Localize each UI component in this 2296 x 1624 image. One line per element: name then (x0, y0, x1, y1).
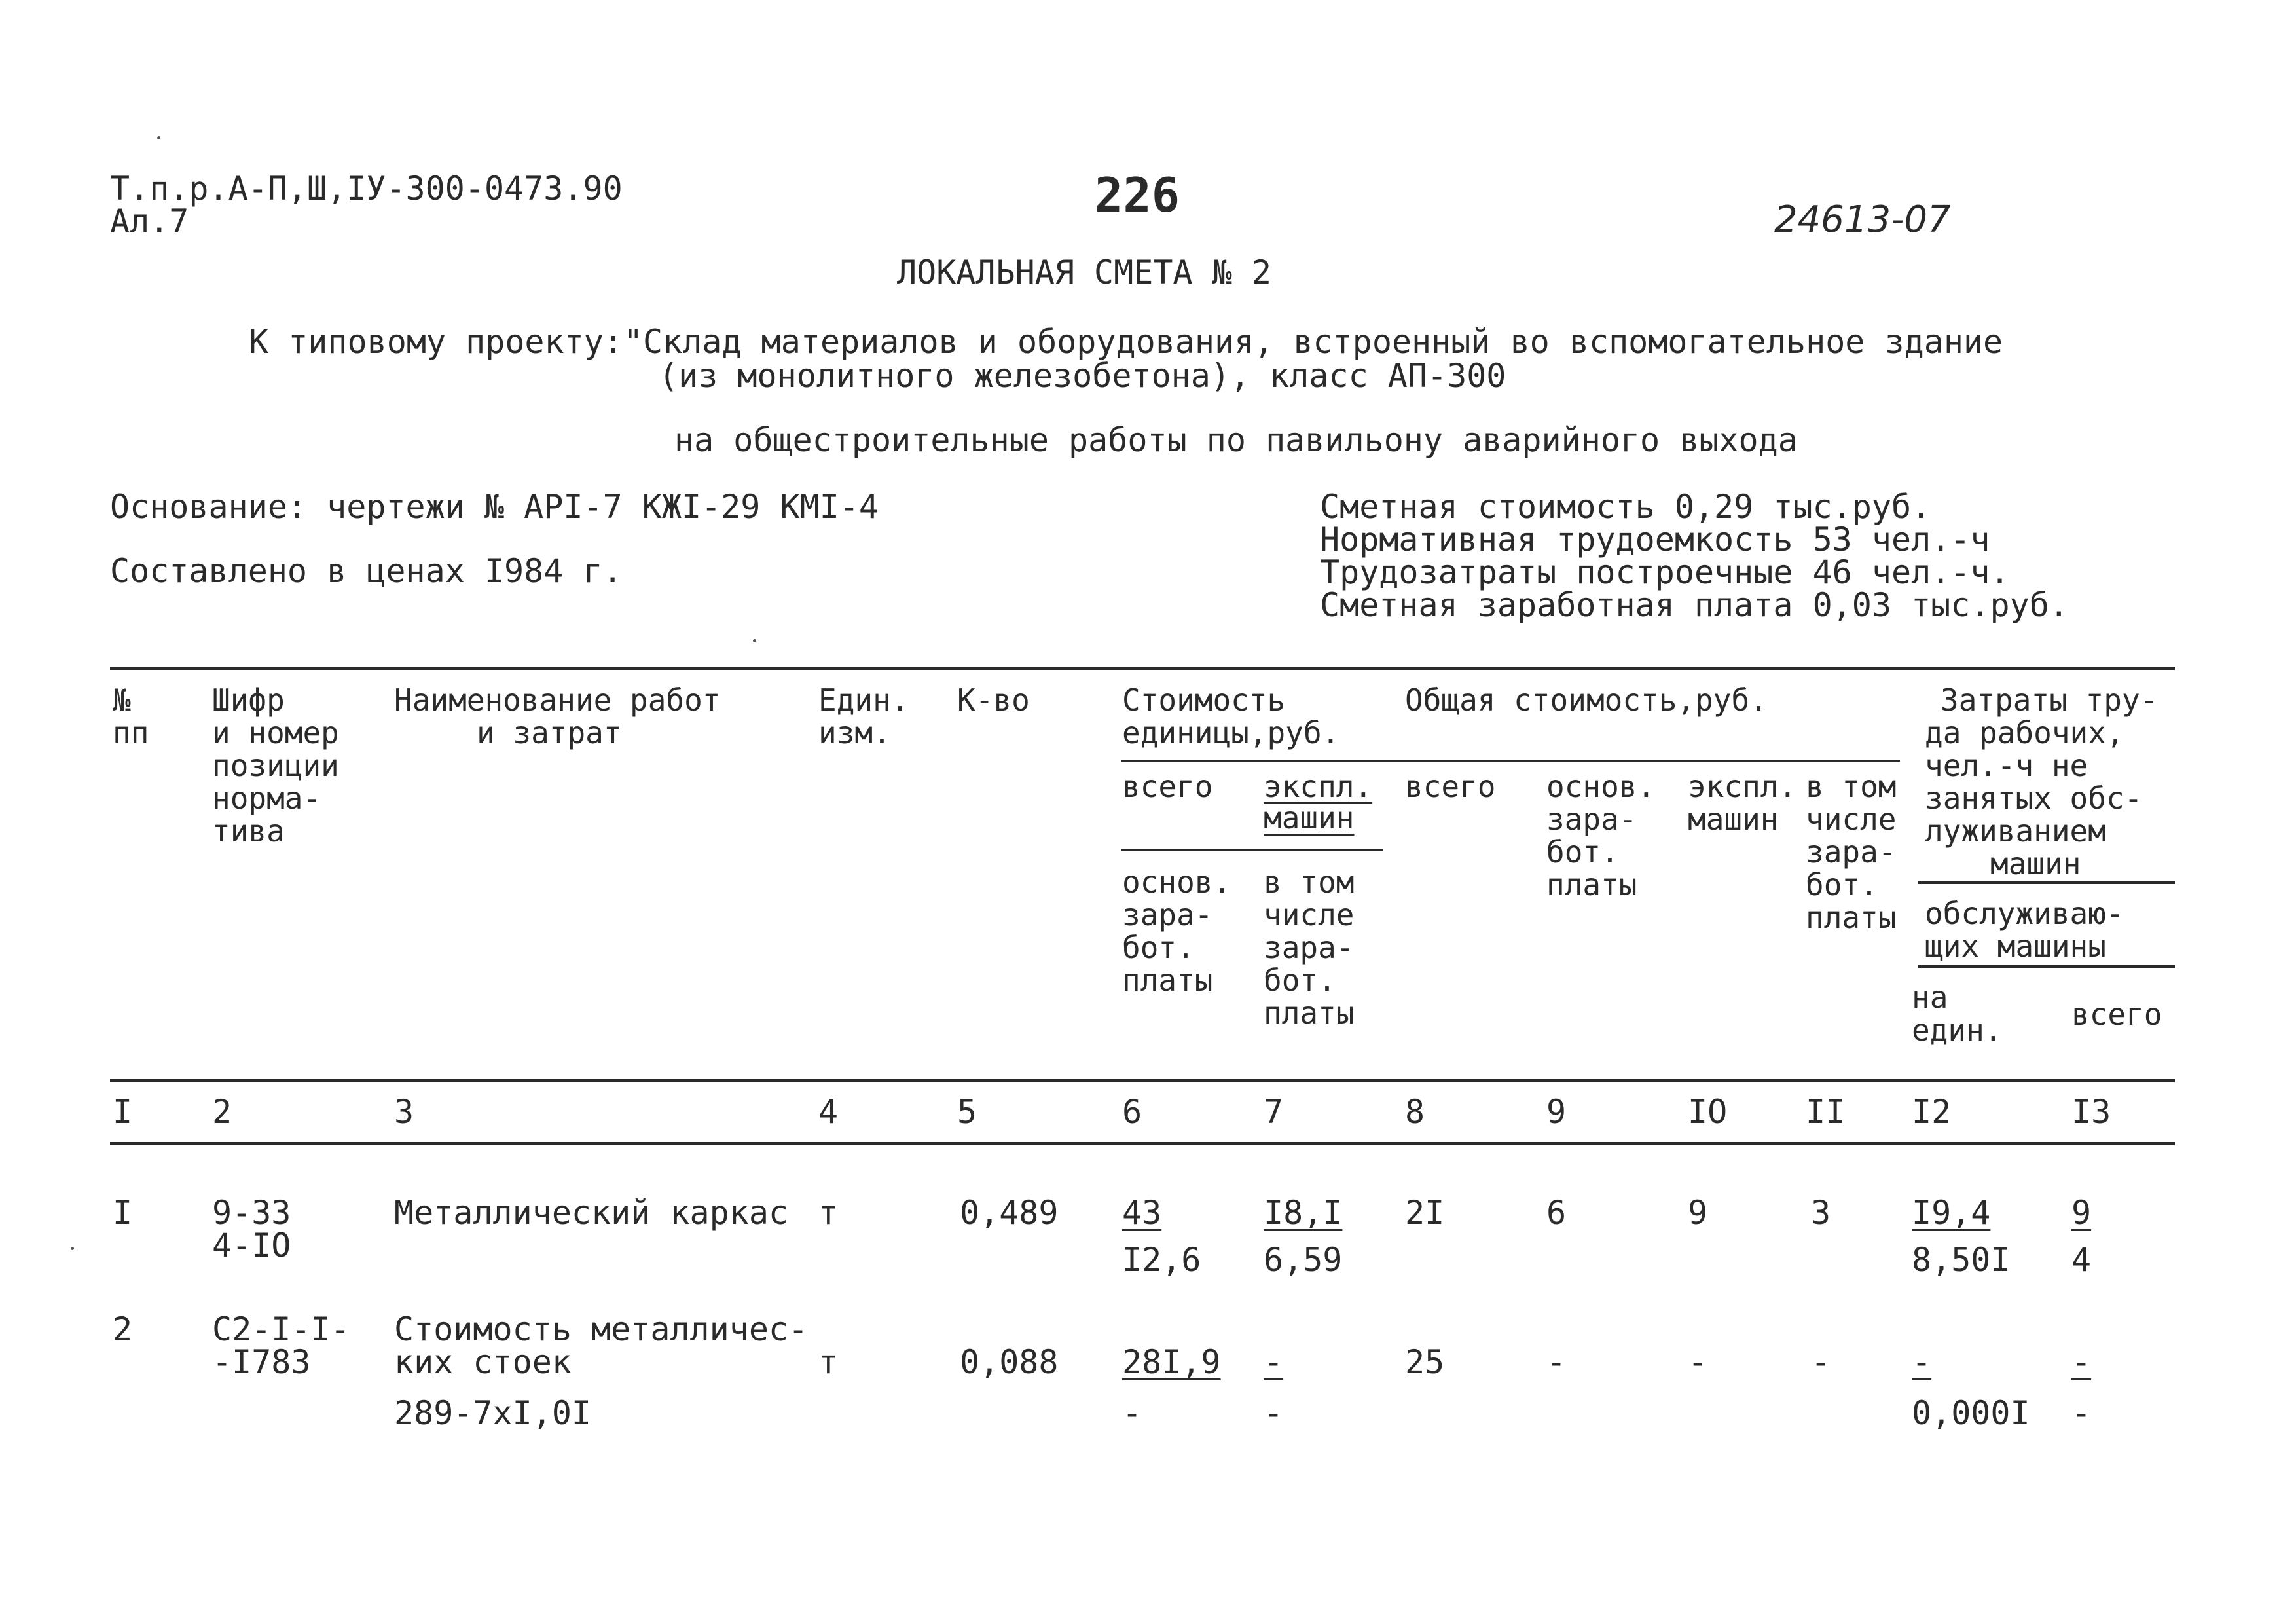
header-bottom-rule (110, 1079, 2175, 1082)
row-tc-wage: - (1546, 1343, 1567, 1381)
row-tc-total: 2I (1405, 1194, 1445, 1232)
uc-mw-header-3: зара- (1264, 930, 1355, 965)
uc-mw-header-5: платы (1264, 995, 1355, 1031)
prices-line: Составлено в ценах I984 г. (110, 552, 623, 590)
row-labor-total: 9 (2071, 1194, 2092, 1232)
table-top-rule (110, 667, 2175, 670)
scan-speck (157, 136, 160, 139)
inventory-number: 24613-07 (1774, 198, 1951, 241)
col-code-header-1: Шифр (212, 682, 285, 718)
row-number: 2 (113, 1310, 133, 1348)
row-uc-mach-wage: - (1264, 1394, 1284, 1432)
row-number: I (113, 1194, 133, 1232)
row-tc-mach: - (1688, 1343, 1708, 1381)
tc-mw-header-4: бот. (1806, 867, 1878, 902)
row-name-1: Стоимость металличес- (394, 1310, 809, 1348)
labor-subrule-1 (1918, 881, 2175, 884)
document-title: ЛОКАЛЬНАЯ СМЕТА № 2 (897, 253, 1271, 291)
row-uc-mach-wage: 6,59 (1264, 1241, 1343, 1279)
row-qty: 0,489 (960, 1194, 1059, 1232)
column-number: 9 (1546, 1093, 1567, 1131)
labor-header-1: Затраты тру- (1941, 682, 2159, 718)
column-numbers-rule (110, 1142, 2175, 1145)
col-name-header-2: и затрат (477, 715, 622, 750)
column-number: 2 (212, 1093, 232, 1131)
row-uc-mach: - (1264, 1343, 1284, 1381)
row-code-1: С2-I-I- (212, 1310, 350, 1348)
doc-album: Ал.7 (110, 202, 189, 240)
col-num-header-1: № (113, 682, 131, 718)
tc-wage-header-4: платы (1546, 867, 1637, 902)
row-labor-unit: - (1912, 1343, 1932, 1381)
row-code-1: 9-33 (212, 1194, 291, 1232)
row-tc-wage: 6 (1546, 1194, 1567, 1232)
col-unit-header-2: изм. (818, 715, 891, 750)
row-tc-mach: 9 (1688, 1194, 1708, 1232)
column-number: 8 (1405, 1093, 1425, 1131)
labor-header-5: луживанием (1925, 813, 2106, 849)
column-number: IO (1688, 1093, 1728, 1131)
col-code-header-2: и номер (212, 715, 339, 750)
column-number: I3 (2071, 1093, 2111, 1131)
row-uc-wage: I2,6 (1122, 1241, 1201, 1279)
row-name-1: Металлический каркас (394, 1194, 789, 1232)
row-labor-total-serv: 4 (2071, 1241, 2092, 1279)
row-code-2: 4-IO (212, 1227, 291, 1264)
tc-mach-header-2: машин (1688, 802, 1779, 837)
uc-mw-header-1: в том (1264, 864, 1355, 900)
uc-mw-header-4: бот. (1264, 963, 1336, 998)
row-qty: 0,088 (960, 1343, 1059, 1381)
col-qty-header: К-во (957, 682, 1030, 718)
unit-cost-wage-rule (1121, 849, 1383, 851)
per-unit-header-2: един. (1912, 1012, 2003, 1048)
uc-total-header: всего (1122, 769, 1213, 804)
summary-wages: Сметная заработная плата 0,03 тыс.руб. (1320, 586, 2069, 624)
row-uc-total: 43 (1122, 1194, 1162, 1232)
summary-labor-site: Трудозатраты построечные 46 чел.-ч. (1320, 553, 2010, 591)
row-labor-total-serv: - (2071, 1394, 2092, 1432)
column-number: II (1806, 1093, 1846, 1131)
row-unit: т (818, 1343, 839, 1381)
uc-wage-header-1: основ. (1122, 864, 1231, 900)
tc-mach-header-1: экспл. (1688, 769, 1797, 804)
works-line: на общестроительные работы по павильону аварийного выхода (674, 421, 1798, 459)
uc-mach-header-1: экспл. (1264, 769, 1373, 804)
project-line-2: (из монолитного железобетона), класс АП-300 (659, 357, 1506, 395)
row-labor-unit: I9,4 (1912, 1194, 1991, 1232)
uc-wage-header-2: зара- (1122, 897, 1213, 932)
row-unit: т (818, 1194, 839, 1232)
column-number: I (113, 1093, 133, 1131)
row-tc-mach-wage: 3 (1811, 1194, 1831, 1232)
col-code-header-4: норма- (212, 781, 321, 816)
row-uc-mach: I8,I (1264, 1194, 1343, 1232)
row-name-2: ких стоек (394, 1343, 572, 1381)
scan-speck (71, 1247, 74, 1250)
tc-mw-header-5: платы (1806, 900, 1897, 935)
tc-wage-header-2: зара- (1546, 802, 1637, 837)
row-labor-unit-serv: 8,50I (1912, 1241, 2011, 1279)
labor-subrule-2 (1918, 965, 2175, 968)
summary-cost: Сметная стоимость 0,29 тыс.руб. (1320, 488, 1931, 526)
total-cost-header: Общая стоимость,руб. (1405, 682, 1768, 718)
row-labor-unit-serv: 0,000I (1912, 1394, 2030, 1432)
col-num-header-2: пп (113, 715, 149, 750)
per-unit-header-1: на (1912, 980, 1948, 1015)
column-number: 4 (818, 1093, 839, 1131)
row-tc-total: 25 (1405, 1343, 1445, 1381)
labor-header-4: занятых обс- (1925, 781, 2143, 816)
row-uc-wage: - (1122, 1394, 1142, 1432)
tc-mw-header-2: числе (1806, 802, 1897, 837)
doc-code: Т.п.р.А-П,Ш,IУ-300-0473.90 (110, 170, 623, 208)
col-code-header-5: тива (212, 813, 285, 849)
uc-mach-header-2: машин (1264, 800, 1355, 836)
page-number: 226 (1095, 168, 1180, 223)
uc-wage-header-4: платы (1122, 963, 1213, 998)
labor-header-2: да рабочих, (1925, 715, 2124, 750)
labor-header-8: щих машины (1925, 929, 2106, 964)
labor-total-header: всего (2071, 997, 2162, 1032)
tc-wage-header-1: основ. (1546, 769, 1656, 804)
uc-wage-header-3: бот. (1122, 930, 1195, 965)
column-number: 7 (1264, 1093, 1284, 1131)
row-labor-total: - (2071, 1343, 2092, 1381)
unit-cost-header-1: Стоимость (1122, 682, 1286, 718)
scan-speck (753, 639, 756, 642)
row-tc-mach-wage: - (1811, 1343, 1831, 1381)
column-number: 3 (394, 1093, 414, 1131)
column-number: 5 (957, 1093, 977, 1131)
tc-mw-header-3: зара- (1806, 834, 1897, 870)
basis-line: Основание: чертежи № АРI-7 КЖI-29 КМI-4 (110, 488, 879, 526)
summary-labor-norm: Нормативная трудоемкость 53 чел.-ч (1320, 521, 1990, 559)
labor-header-7: обслуживаю- (1925, 896, 2124, 931)
column-number: 6 (1122, 1093, 1142, 1131)
project-line-1: К типовому проекту:"Склад материалов и оборудования, встроенный во вспомогательное здание (249, 323, 2003, 361)
row-code-2: -I783 (212, 1343, 311, 1381)
row-uc-total: 28I,9 (1122, 1343, 1221, 1381)
labor-header-3: чел.-ч не (1925, 748, 2088, 783)
unit-cost-header-2: единицы,руб. (1122, 715, 1340, 750)
unit-cost-subrule (1121, 760, 1900, 762)
row-name-3: 289-7хI,0I (394, 1394, 592, 1432)
tc-mw-header-1: в том (1806, 769, 1897, 804)
labor-header-6: машин (1990, 846, 2081, 881)
col-name-header-1: Наименование работ (394, 682, 721, 718)
column-number: I2 (1912, 1093, 1952, 1131)
tc-wage-header-3: бот. (1546, 834, 1619, 870)
uc-mw-header-2: числе (1264, 897, 1355, 932)
tc-total-header: всего (1405, 769, 1496, 804)
col-code-header-3: позиции (212, 748, 339, 783)
col-unit-header-1: Един. (818, 682, 909, 718)
